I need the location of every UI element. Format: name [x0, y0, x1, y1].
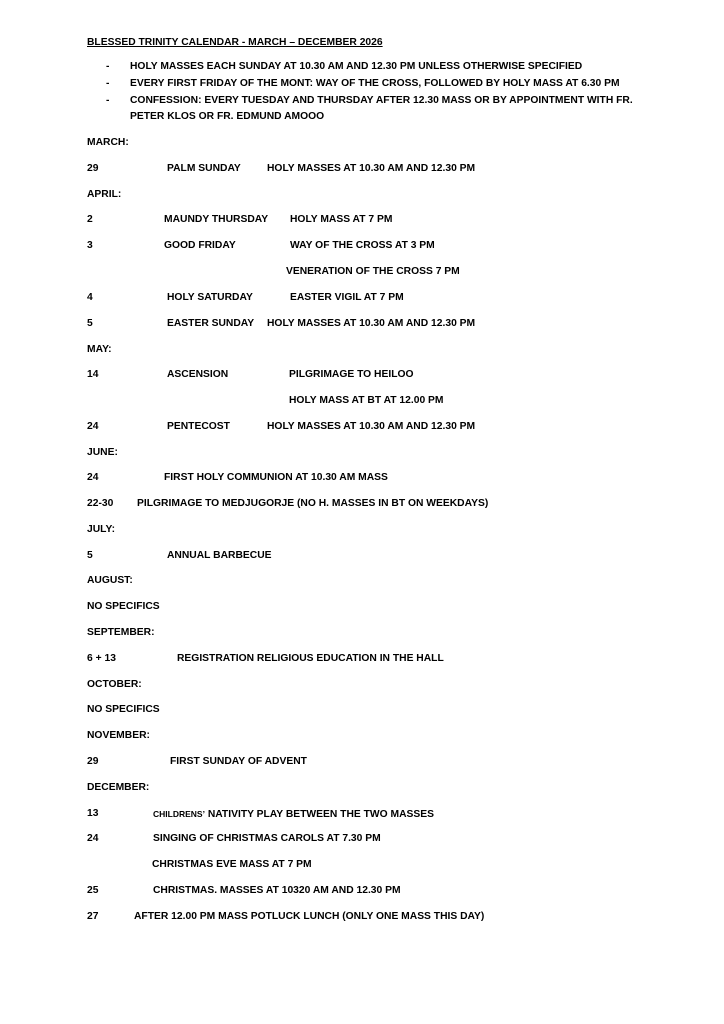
entry-text: FIRST SUNDAY OF ADVENT: [170, 756, 307, 767]
entry-detail: WAY OF THE CROSS AT 3 PM: [290, 240, 435, 251]
entry-name: MAUNDY THURSDAY: [164, 214, 269, 225]
entry-detail: PILGRIMAGE TO HEILOO: [289, 369, 414, 380]
bullet-marker: -: [106, 78, 110, 89]
bullet-text: HOLY MASSES EACH SUNDAY AT 10.30 AM AND 12.30 PM UNLESS OTHERWISE SPECIFIED: [130, 61, 583, 72]
entry-day: 5: [87, 550, 93, 561]
entry-detail: HOLY MASSES AT 10.30 AM AND 12.30 PM: [267, 421, 476, 432]
entry-text: NO SPECIFICS: [87, 704, 160, 715]
entry-name: PALM SUNDAY: [167, 163, 241, 174]
entry-name: HOLY SATURDAY: [167, 292, 253, 303]
entry-day: 6 + 13: [87, 653, 116, 664]
month-july: JULY:: [87, 524, 116, 535]
entry-name: GOOD FRIDAY: [164, 240, 236, 251]
entry-day: 24: [87, 472, 99, 483]
entry-detail-2: VENERATION OF THE CROSS 7 PM: [286, 266, 460, 277]
entry-text: SINGING OF CHRISTMAS CAROLS AT 7.30 PM: [153, 833, 381, 844]
page-title: BLESSED TRINITY CALENDAR - MARCH – DECEMBER 2026: [87, 37, 383, 48]
bullet-text: EVERY FIRST FRIDAY OF THE MONT: WAY OF THE CROSS, FOLLOWED BY HOLY MASS AT 6.30 PM: [130, 78, 620, 89]
month-august: AUGUST:: [87, 575, 133, 586]
entry-text: NO SPECIFICS: [87, 601, 160, 612]
bullet-marker: -: [106, 95, 110, 106]
entry-day: 2: [87, 214, 93, 225]
entry-name: PENTECOST: [167, 421, 230, 432]
entry-detail: HOLY MASSES AT 10.30 AM AND 12.30 PM: [267, 163, 476, 174]
entry-detail: EASTER VIGIL AT 7 PM: [290, 292, 404, 303]
entry-day: 27: [87, 911, 99, 922]
entry-text: ANNUAL BARBECUE: [167, 550, 272, 561]
entry-day: 22-30: [87, 498, 114, 509]
entry-text: FIRST HOLY COMMUNION AT 10.30 AM MASS: [164, 472, 388, 483]
entry-day: 4: [87, 292, 93, 303]
entry-day: 5: [87, 318, 93, 329]
month-june: JUNE:: [87, 447, 118, 458]
entry-detail: HOLY MASSES AT 10.30 AM AND 12.30 PM: [267, 318, 476, 329]
entry-day: 29: [87, 163, 99, 174]
month-may: MAY:: [87, 344, 112, 355]
entry-text: [153, 808, 434, 821]
entry-text: CHRISTMAS. MASSES AT 10320 AM AND 12.30 PM: [153, 885, 401, 896]
entry-day: 3: [87, 240, 93, 251]
bullet-3-continued: PETER KLOS OR FR. EDMUND AMOOO: [130, 111, 325, 122]
entry-text: PILGRIMAGE TO MEDJUGORJE (NO H. MASSES IN BT ON WEEKDAYS): [137, 498, 489, 509]
entry-day: 24: [87, 833, 99, 844]
entry-day: 13: [87, 808, 99, 819]
month-december: DECEMBER:: [87, 782, 150, 793]
month-march: MARCH:: [87, 137, 129, 148]
entry-name: ASCENSION: [167, 369, 229, 380]
entry-text-small: CHILDRENS’: [153, 809, 205, 819]
month-october: OCTOBER:: [87, 679, 142, 690]
month-april: APRIL:: [87, 189, 122, 200]
month-september: SEPTEMBER:: [87, 627, 155, 638]
entry-text-main: NATIVITY PLAY BETWEEN THE TWO MASSES: [207, 809, 435, 820]
entry-day: 25: [87, 885, 99, 896]
entry-text-2: CHRISTMAS EVE MASS AT 7 PM: [152, 859, 312, 870]
entry-text: REGISTRATION RELIGIOUS EDUCATION IN THE HALL: [177, 653, 444, 664]
entry-name: EASTER SUNDAY: [167, 318, 255, 329]
entry-day: 24: [87, 421, 99, 432]
entry-detail: HOLY MASS AT 7 PM: [290, 214, 393, 225]
entry-day: 29: [87, 756, 99, 767]
bullet-marker: -: [106, 61, 110, 72]
entry-text: AFTER 12.00 PM MASS POTLUCK LUNCH (ONLY ONE MASS THIS DAY): [134, 911, 485, 922]
bullet-text: CONFESSION: EVERY TUESDAY AND THURSDAY AFTER 12.30 MASS OR BY APPOINTMENT WITH FR.: [130, 95, 633, 106]
entry-day: 14: [87, 369, 99, 380]
entry-detail-2: HOLY MASS AT BT AT 12.00 PM: [289, 395, 444, 406]
month-november: NOVEMBER:: [87, 730, 150, 741]
